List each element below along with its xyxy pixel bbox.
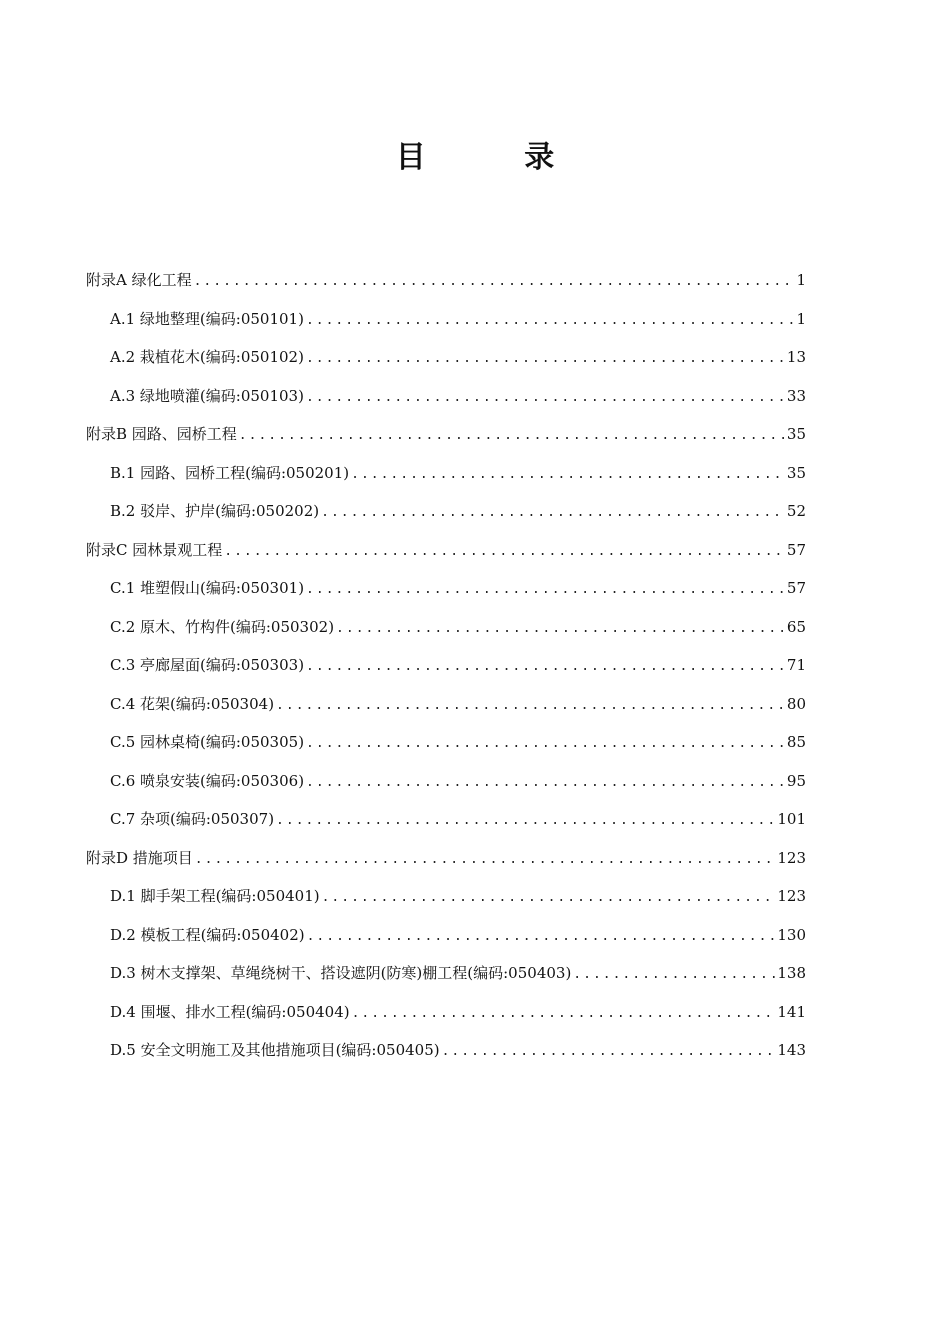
toc-entry-label: 附录A 绿化工程	[86, 271, 192, 289]
toc-page-number: 65	[786, 617, 806, 636]
toc-page-number: 80	[786, 694, 806, 713]
toc-dot-leader	[306, 307, 795, 335]
toc-entry-label: C.5 园林桌椅(编码:050305)	[110, 733, 305, 751]
toc-entry-label: C.2 原木、竹构件(编码:050302)	[110, 617, 335, 636]
toc-entry-label: C.6 喷泉安装(编码:050306)	[110, 771, 305, 790]
toc-page-number: 33	[786, 386, 806, 405]
toc-page-number: 123	[777, 887, 806, 905]
toc-page-number: 35	[786, 463, 806, 482]
toc-dot-leader	[336, 615, 785, 643]
toc-page-number: 1	[796, 309, 806, 328]
toc-dot-leader	[194, 268, 795, 296]
page-title: 目 录	[395, 140, 599, 176]
toc-dot-leader	[306, 576, 785, 604]
toc-dot-leader	[276, 807, 775, 835]
toc-page-number: 57	[786, 540, 806, 559]
toc-dot-leader	[306, 384, 785, 412]
toc-entry[interactable]	[86, 767, 806, 806]
toc-dot-leader	[224, 538, 785, 566]
toc-page-number: 141	[777, 1002, 806, 1021]
toc-entry[interactable]	[86, 613, 806, 652]
toc-entry-label: D.5 安全文明施工及其他措施项目(编码:050405)	[110, 1041, 440, 1059]
toc-entry-label: C.4 花架(编码:050304)	[110, 694, 275, 713]
toc-entry[interactable]	[86, 921, 806, 960]
toc-entry[interactable]	[86, 844, 806, 883]
toc-entry-label: D.1 脚手架工程(编码:050401)	[110, 887, 320, 905]
toc-page-number: 13	[786, 348, 806, 366]
toc-entry[interactable]	[86, 959, 806, 998]
toc-entry[interactable]	[86, 382, 806, 421]
toc-page-number: 71	[786, 656, 806, 674]
toc-dot-leader	[306, 730, 785, 758]
toc-entry-label: C.1 堆塑假山(编码:050301)	[110, 579, 305, 597]
toc-entry-label: D.3 树木支撑架、草绳绕树干、搭设遮阴(防寒)棚工程(编码:050403)	[110, 964, 572, 982]
toc-entry-label: A.1 绿地整理(编码:050101)	[110, 309, 304, 328]
toc-entry[interactable]	[86, 343, 806, 382]
toc-dot-leader	[321, 499, 785, 527]
toc-dot-leader	[306, 769, 785, 797]
toc-page-number: 123	[777, 848, 806, 867]
toc-entry-label: C.3 亭廊屋面(编码:050303)	[110, 656, 305, 674]
toc-dot-leader	[239, 422, 785, 450]
toc-dot-leader	[306, 653, 785, 681]
toc-entry-label: C.7 杂项(编码:050307)	[110, 810, 275, 828]
toc-entry[interactable]	[86, 1036, 806, 1075]
toc-entry[interactable]	[86, 690, 806, 729]
table-of-contents	[86, 266, 806, 1075]
toc-page-number: 138	[777, 964, 806, 982]
toc-entry-label: A.2 栽植花木(编码:050102)	[110, 348, 304, 366]
toc-page-number: 57	[786, 579, 806, 597]
toc-entry[interactable]	[86, 651, 806, 690]
toc-entry[interactable]	[86, 728, 806, 767]
toc-entry-label: 附录B 园路、园桥工程	[86, 425, 237, 443]
toc-dot-leader	[195, 846, 776, 874]
toc-page-number: 35	[786, 425, 806, 443]
toc-entry[interactable]	[86, 420, 806, 459]
toc-page-number: 1	[796, 271, 806, 289]
toc-dot-leader	[573, 961, 775, 989]
toc-entry-label: B.2 驳岸、护岸(编码:050202)	[110, 502, 320, 520]
toc-page-number: 52	[786, 502, 806, 520]
toc-page-number: 143	[777, 1041, 806, 1059]
toc-entry[interactable]	[86, 459, 806, 498]
toc-page-number: 130	[777, 925, 806, 944]
toc-page-number: 95	[786, 771, 806, 790]
toc-page-number: 85	[786, 733, 806, 751]
toc-dot-leader	[322, 884, 776, 912]
toc-entry[interactable]	[86, 266, 806, 305]
toc-entry-label: A.3 绿地喷灌(编码:050103)	[110, 386, 304, 405]
toc-entry[interactable]	[86, 497, 806, 536]
toc-entry[interactable]	[86, 998, 806, 1037]
toc-dot-leader	[306, 345, 785, 373]
toc-dot-leader	[352, 1000, 776, 1028]
toc-dot-leader	[307, 923, 776, 951]
toc-entry-label: D.2 模板工程(编码:050402)	[110, 925, 305, 944]
toc-entry-label: D.4 围堰、排水工程(编码:050404)	[110, 1002, 350, 1021]
toc-page-number: 101	[777, 810, 806, 828]
toc-dot-leader	[442, 1038, 776, 1066]
toc-entry[interactable]	[86, 805, 806, 844]
toc-entry-label: B.1 园路、园桥工程(编码:050201)	[110, 463, 350, 482]
toc-dot-leader	[276, 692, 785, 720]
toc-entry[interactable]	[86, 574, 806, 613]
toc-entry-label: 附录D 措施项目	[86, 848, 193, 867]
toc-entry[interactable]	[86, 536, 806, 575]
toc-entry[interactable]	[86, 882, 806, 921]
toc-dot-leader	[351, 461, 785, 489]
toc-entry[interactable]	[86, 305, 806, 344]
toc-entry-label: 附录C 园林景观工程	[86, 540, 223, 559]
